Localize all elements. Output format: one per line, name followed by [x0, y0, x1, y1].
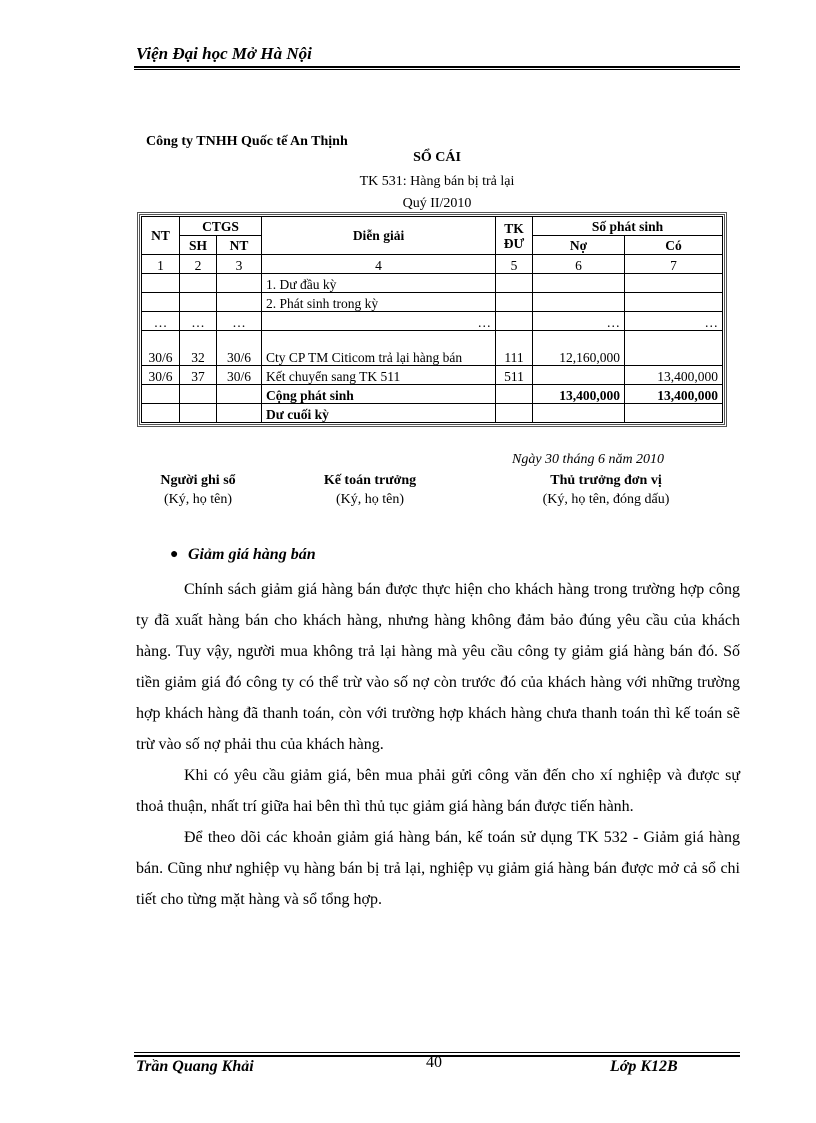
cell-tk: 511	[496, 366, 533, 385]
header-rule	[134, 66, 740, 68]
cell-debit: 12,160,000	[533, 331, 625, 366]
cell-nt	[142, 293, 180, 312]
cell-desc: 1. Dư đầu kỳ	[262, 274, 496, 293]
cell-sh: 37	[180, 366, 217, 385]
col-number-row	[142, 255, 723, 274]
cell-debit	[533, 293, 625, 312]
col-header-tk	[496, 217, 533, 255]
cell-tk: 111	[496, 331, 533, 366]
cell-desc: 2. Phát sinh trong kỳ	[262, 293, 496, 312]
cell-desc: Cty CP TM Citicom trả lại hàng bán	[262, 331, 496, 366]
cell-sh	[180, 293, 217, 312]
paragraph: Để theo dõi các khoản giảm giá hàng bán, kế toán sử dụng TK 532 - Giảm giá hàng bán. Cũng như nghiệp vụ hàng bán bị trả lại, nghiệp vụ giảm giá hàng bán được mở cả sổ chi tiết cho từng mặt hàng và sổ tổng hợp.	[136, 829, 740, 908]
ledger-account: TK 531: Hàng bán bị trả lại	[359, 174, 515, 189]
total-debit: 13,400,000	[533, 385, 625, 404]
cell-credit: …	[625, 312, 723, 331]
col-number: 7	[625, 255, 723, 274]
table-row	[142, 366, 723, 385]
bullet-icon: ●	[170, 547, 179, 562]
col-number: 3	[217, 255, 262, 274]
signature-recorder	[138, 473, 258, 508]
col-number: 2	[180, 255, 217, 274]
cell-debit	[533, 366, 625, 385]
ledger-title: SỔ CÁI	[413, 150, 461, 165]
col-number: 6	[533, 255, 625, 274]
cell-nt: 30/6	[142, 366, 180, 385]
cell-ctgs-nt: 30/6	[217, 366, 262, 385]
cell-nt: 30/6	[142, 331, 180, 366]
closing-row	[142, 404, 723, 423]
footer-author: Trần Quang Khải	[136, 1058, 254, 1075]
body-text	[136, 574, 740, 915]
col-number: 1	[142, 255, 180, 274]
cell-sh: 32	[180, 331, 217, 366]
total-label: Cộng phát sinh	[262, 385, 496, 404]
cell-debit	[533, 274, 625, 293]
col-header-credit: Có	[625, 236, 723, 255]
cell-ctgs-nt: 30/6	[217, 331, 262, 366]
col-header-sh: SH	[180, 236, 217, 255]
col-number: 5	[496, 255, 533, 274]
paragraph: Chính sách giảm giá hàng bán được thực hiện cho khách hàng trong trường hợp công ty đã xuất hàng bán cho khách hàng, nhưng hàng không đảm bảo đúng yêu cầu của khách hàng. Tuy vậy, người mua không trả lại hàng mà yêu cầu công ty giảm giá hàng bán đó. Số tiền giảm giá đó công ty có thể trừ vào số nợ còn trước đó của khách hàng với những trường hợp khách hàng đã thanh toán, còn với trường hợp khách hàng chưa thanh toán thì kế toán sẽ trừ vào số nợ phải thu của khách hàng.	[136, 581, 740, 753]
header-rule-thin	[134, 69, 740, 70]
paragraph: Khi có yêu cầu giảm giá, bên mua phải gửi công văn đến cho xí nghiệp và được sự thoả thuận, nhất trí giữa hai bên thì thủ tục giảm giá hàng bán được tiến hành.	[136, 767, 740, 815]
col-header-tk-line2: ĐƯ	[503, 235, 525, 251]
ledger-table	[141, 216, 723, 423]
cell-ctgs-nt: …	[217, 312, 262, 331]
cell-desc: Kết chuyển sang TK 511	[262, 366, 496, 385]
col-header-amount: Số phát sinh	[533, 217, 723, 236]
table-row	[142, 293, 723, 312]
signature-role: Người ghi sổ	[160, 473, 236, 488]
cell-sh	[180, 274, 217, 293]
footer-rule-thin	[134, 1052, 740, 1053]
col-header-ctgs-nt: NT	[217, 236, 262, 255]
footer-class: Lớp K12B	[610, 1058, 678, 1075]
cell-tk	[496, 293, 533, 312]
signature-note: (Ký, họ tên)	[335, 492, 405, 507]
cell-nt: …	[142, 312, 180, 331]
cell-credit: 13,400,000	[625, 366, 723, 385]
col-header-debit: Nợ	[533, 236, 625, 255]
table-row	[142, 274, 723, 293]
col-number: 4	[262, 255, 496, 274]
signature-note: (Ký, họ tên, đóng dấu)	[542, 492, 670, 507]
total-credit: 13,400,000	[625, 385, 723, 404]
cell-debit: …	[533, 312, 625, 331]
cell-desc: …	[262, 312, 496, 331]
section-heading: Giảm giá hàng bán	[188, 546, 316, 563]
cell-ctgs-nt	[217, 293, 262, 312]
col-header-tk-line1: TK	[504, 220, 524, 236]
cell-sh: …	[180, 312, 217, 331]
cell-credit	[625, 293, 723, 312]
col-header-desc: Diễn giải	[262, 217, 496, 255]
table-row	[142, 312, 723, 331]
page-number: 40	[426, 1054, 442, 1071]
col-header-nt: NT	[142, 217, 180, 255]
signature-chief-accountant	[300, 473, 440, 508]
signature-note: (Ký, họ tên)	[163, 492, 233, 507]
signature-director	[514, 473, 698, 508]
table-row	[142, 331, 723, 366]
cell-ctgs-nt	[217, 274, 262, 293]
ledger-period: Quý II/2010	[402, 196, 472, 211]
cell-credit	[625, 274, 723, 293]
company-name: Công ty TNHH Quốc tế An Thịnh	[146, 134, 348, 149]
signature-role: Kế toán trưởng	[323, 473, 417, 488]
col-header-ctgs: CTGS	[180, 217, 262, 236]
cell-tk	[496, 312, 533, 331]
total-row	[142, 385, 723, 404]
header-title: Viện Đại học Mở Hà Nội	[136, 44, 312, 63]
cell-nt	[142, 274, 180, 293]
cell-credit	[625, 331, 723, 366]
cell-tk	[496, 274, 533, 293]
date-line: Ngày 30 tháng 6 năm 2010	[512, 452, 665, 467]
signature-role: Thủ trưởng đơn vị	[550, 473, 662, 488]
closing-label: Dư cuối kỳ	[262, 404, 496, 423]
